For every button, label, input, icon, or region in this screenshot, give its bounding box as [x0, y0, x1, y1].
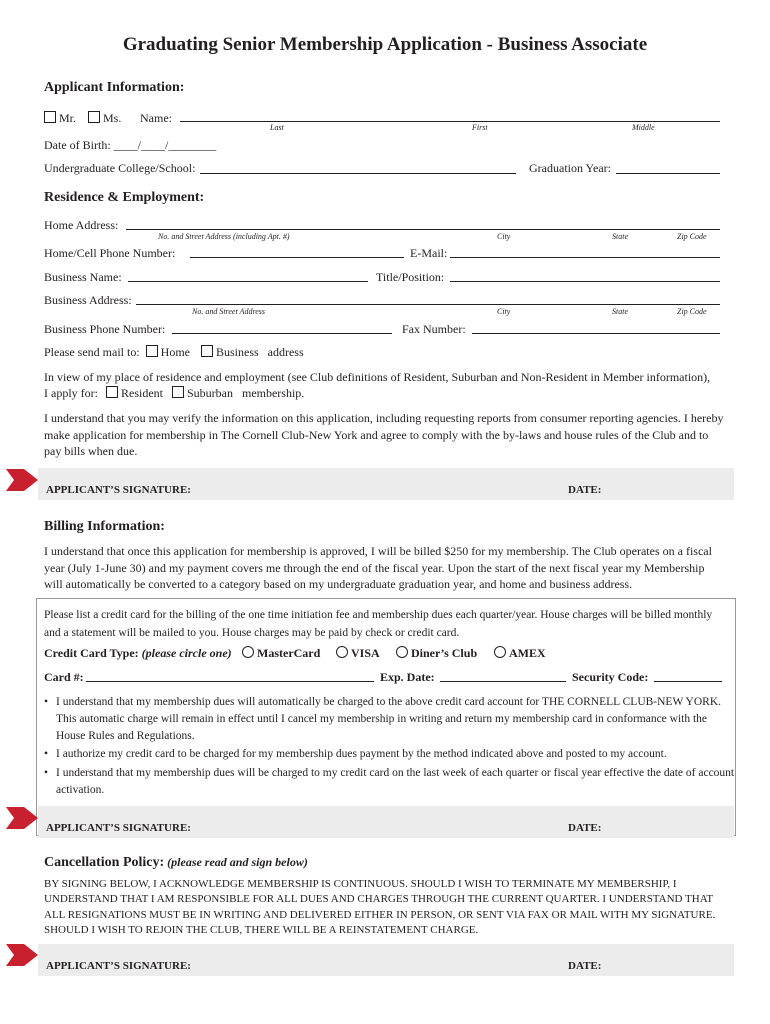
card-number-field[interactable]: [86, 681, 374, 682]
home-state-caption: State: [612, 232, 628, 241]
cancellation-heading: Cancellation Policy:: [44, 855, 165, 870]
grad-year-field[interactable]: [616, 173, 720, 174]
arrow-icon: [6, 942, 38, 968]
middle-caption: Middle: [632, 123, 655, 132]
suburban-option[interactable]: [172, 386, 304, 400]
exp-date-field[interactable]: [440, 681, 566, 682]
send-mail-label: Please send mail to:: [44, 345, 140, 359]
college-label: Undergraduate College/School:: [44, 161, 196, 175]
ms-option[interactable]: [88, 111, 121, 126]
security-code-field[interactable]: [654, 681, 722, 682]
applicant-heading: Applicant Information:: [44, 80, 185, 95]
home-address-field[interactable]: [126, 229, 720, 230]
security-code-label: Security Code:: [572, 670, 649, 684]
understand-text: I understand that you may verify the information on this application, including requesting reports from consumer reporting agencies. I hereby make application for membership in The Cornell Club-New York and agree to comply with the by-laws and house rules of the Club and to pay bills when due.: [44, 411, 724, 458]
billing-box-text: Please list a credit card for the billing of the one time initiation fee and membership dues each quarter/year. House charges will be billed monthly and a statement will be mailed to you. House charges may be paid by check or credit card.: [44, 609, 713, 639]
residence-heading: Residence & Employment:: [44, 190, 205, 205]
resident-label: Resident: [120, 386, 163, 400]
amex-radio[interactable]: [494, 646, 506, 658]
card-number-label: Card #:: [44, 670, 84, 684]
bullet-3: • I understand that my membership dues will be charged to my credit card on the last week of each quarter or fiscal year effective the date of account activation.: [44, 765, 736, 799]
mr-label: Mr.: [59, 111, 77, 125]
business-address-label: Business Address:: [44, 293, 132, 307]
signature-label-2: APPLICANT’S SIGNATURE:: [46, 822, 191, 834]
mr-option[interactable]: [44, 111, 76, 126]
biz-city-caption: City: [497, 307, 511, 316]
home-zip-caption: Zip Code: [677, 232, 707, 241]
apply-for-row: [44, 386, 304, 401]
home-phone-label: Home/Cell Phone Number:: [44, 246, 176, 260]
card-type-row: [44, 646, 232, 661]
exp-date-label: Exp. Date:: [380, 670, 435, 684]
date-label-3: DATE:: [568, 960, 602, 972]
grad-year-label: Graduation Year:: [529, 161, 611, 175]
cancellation-heading-row: [44, 855, 308, 871]
home-label: Home: [160, 345, 190, 359]
visa-radio[interactable]: [336, 646, 348, 658]
business-address-checkbox[interactable]: [201, 345, 213, 357]
business-phone-field[interactable]: [172, 333, 392, 334]
name-field[interactable]: [180, 121, 720, 122]
first-caption: First: [472, 123, 488, 132]
fax-label: Fax Number:: [402, 322, 466, 336]
business-phone-label: Business Phone Number:: [44, 322, 166, 336]
home-street-caption: No. and Street Address (including Apt. #): [158, 232, 290, 241]
signature-bar-1: [38, 468, 734, 500]
college-field[interactable]: [200, 173, 516, 174]
home-checkbox[interactable]: [146, 345, 158, 357]
email-label: E-Mail:: [410, 246, 448, 260]
diners-radio[interactable]: [396, 646, 408, 658]
resident-option[interactable]: [106, 386, 163, 400]
visa-option[interactable]: [336, 646, 380, 661]
resident-checkbox[interactable]: [106, 386, 118, 398]
amex-label: AMEX: [509, 646, 546, 660]
signature-bar-3: [38, 944, 734, 976]
page-title: Graduating Senior Membership Application - Business Associate: [122, 34, 648, 55]
suburban-checkbox[interactable]: [172, 386, 184, 398]
cancellation-sub: (please read and sign below): [167, 855, 308, 869]
bullet-1: • I understand that my membership dues will automatically be charged to the above credit card account for THE CORNELL CLUB-NEW YORK. This automatic charge will remain in effect until I cancel my membership in writing and return my membership card in conformance with the House Rules and Regulations.: [44, 694, 736, 745]
ms-checkbox[interactable]: [88, 111, 100, 123]
card-type-label: Credit Card Type:: [44, 646, 139, 660]
home-city-caption: City: [497, 232, 511, 241]
business-address-option[interactable]: [201, 345, 304, 359]
last-caption: Last: [270, 123, 284, 132]
business-name-label: Business Name:: [44, 270, 122, 284]
dob-field[interactable]: Date of Birth: ____/____/________: [44, 138, 217, 152]
amex-option[interactable]: [494, 646, 546, 661]
home-phone-field[interactable]: [190, 257, 404, 258]
apply-for-label: I apply for:: [44, 386, 98, 400]
mastercard-radio[interactable]: [242, 646, 254, 658]
bullet-2: • I authorize my credit card to be charged for my membership dues payment by the method indicated above and posted to my account.: [44, 746, 736, 763]
home-option[interactable]: [146, 345, 190, 359]
title-position-field[interactable]: [450, 281, 720, 282]
name-label: Name:: [140, 111, 172, 125]
mastercard-label: MasterCard: [257, 646, 321, 660]
signature-label-1: APPLICANT’S SIGNATURE:: [46, 484, 191, 496]
diners-label: Diner’s Club: [411, 646, 478, 660]
view-text: In view of my place of residence and employment (see Club definitions of Resident, Suburban and Non-Resident in Member information),: [44, 370, 711, 384]
circle-one-note: (please circle one): [141, 646, 232, 660]
cancellation-text: BY SIGNING BELOW, I ACKNOWLEDGE MEMBERSHIP IS CONTINUOUS. SHOULD I WISH TO TERMINATE MY MEMBERSHIP, I UNDERSTAND THAT I AM RESPONSIBLE FOR ALL DUES AND CHARGES THROUGH THE CURRENT QUARTER. I UNDERSTAND THAT ALL RESIGNATIONS MUST BE IN WRITING AND DELIVERED EITHER IN PERSON, OR SENT VIA FAX OR MAIL WITH MY SIGNATURE. SHOULD I WISH TO REJOIN THE CLUB, THERE WILL BE A REINSTATEMENT CHARGE.: [44, 878, 716, 936]
arrow-icon: [6, 805, 38, 831]
mr-checkbox[interactable]: [44, 111, 56, 123]
signature-bar-2: [38, 806, 734, 838]
biz-state-caption: State: [612, 307, 628, 316]
home-address-label: Home Address:: [44, 218, 119, 232]
fax-field[interactable]: [472, 333, 720, 334]
billing-heading: Billing Information:: [44, 519, 165, 534]
arrow-icon: [6, 467, 38, 493]
mastercard-option[interactable]: [242, 646, 320, 661]
ms-label: Ms.: [103, 111, 122, 125]
business-name-field[interactable]: [128, 281, 368, 282]
title-position-label: Title/Position:: [376, 270, 445, 284]
biz-zip-caption: Zip Code: [677, 307, 707, 316]
signature-label-3: APPLICANT’S SIGNATURE:: [46, 960, 191, 972]
send-mail-row: [44, 345, 304, 360]
business-address-option-label: Business address: [215, 345, 304, 359]
email-field[interactable]: [450, 257, 720, 258]
date-label-2: DATE:: [568, 822, 602, 834]
suburban-label: Suburban membership.: [186, 386, 305, 400]
visa-label: VISA: [351, 646, 380, 660]
diners-option[interactable]: [396, 646, 477, 661]
biz-street-caption: No. and Street Address: [192, 307, 266, 316]
date-label-1: DATE:: [568, 484, 602, 496]
business-address-field[interactable]: [136, 304, 720, 305]
billing-intro: I understand that once this application for membership is approved, I will be billed $250 for my membership. The Club operates on a fiscal year (July 1-June 30) and my payment covers me through the end of the fiscal year. Upon the start of the next fiscal year my Membership will automatically be converted to a category based on my undergraduate graduation year, and home and business address.: [44, 544, 712, 591]
